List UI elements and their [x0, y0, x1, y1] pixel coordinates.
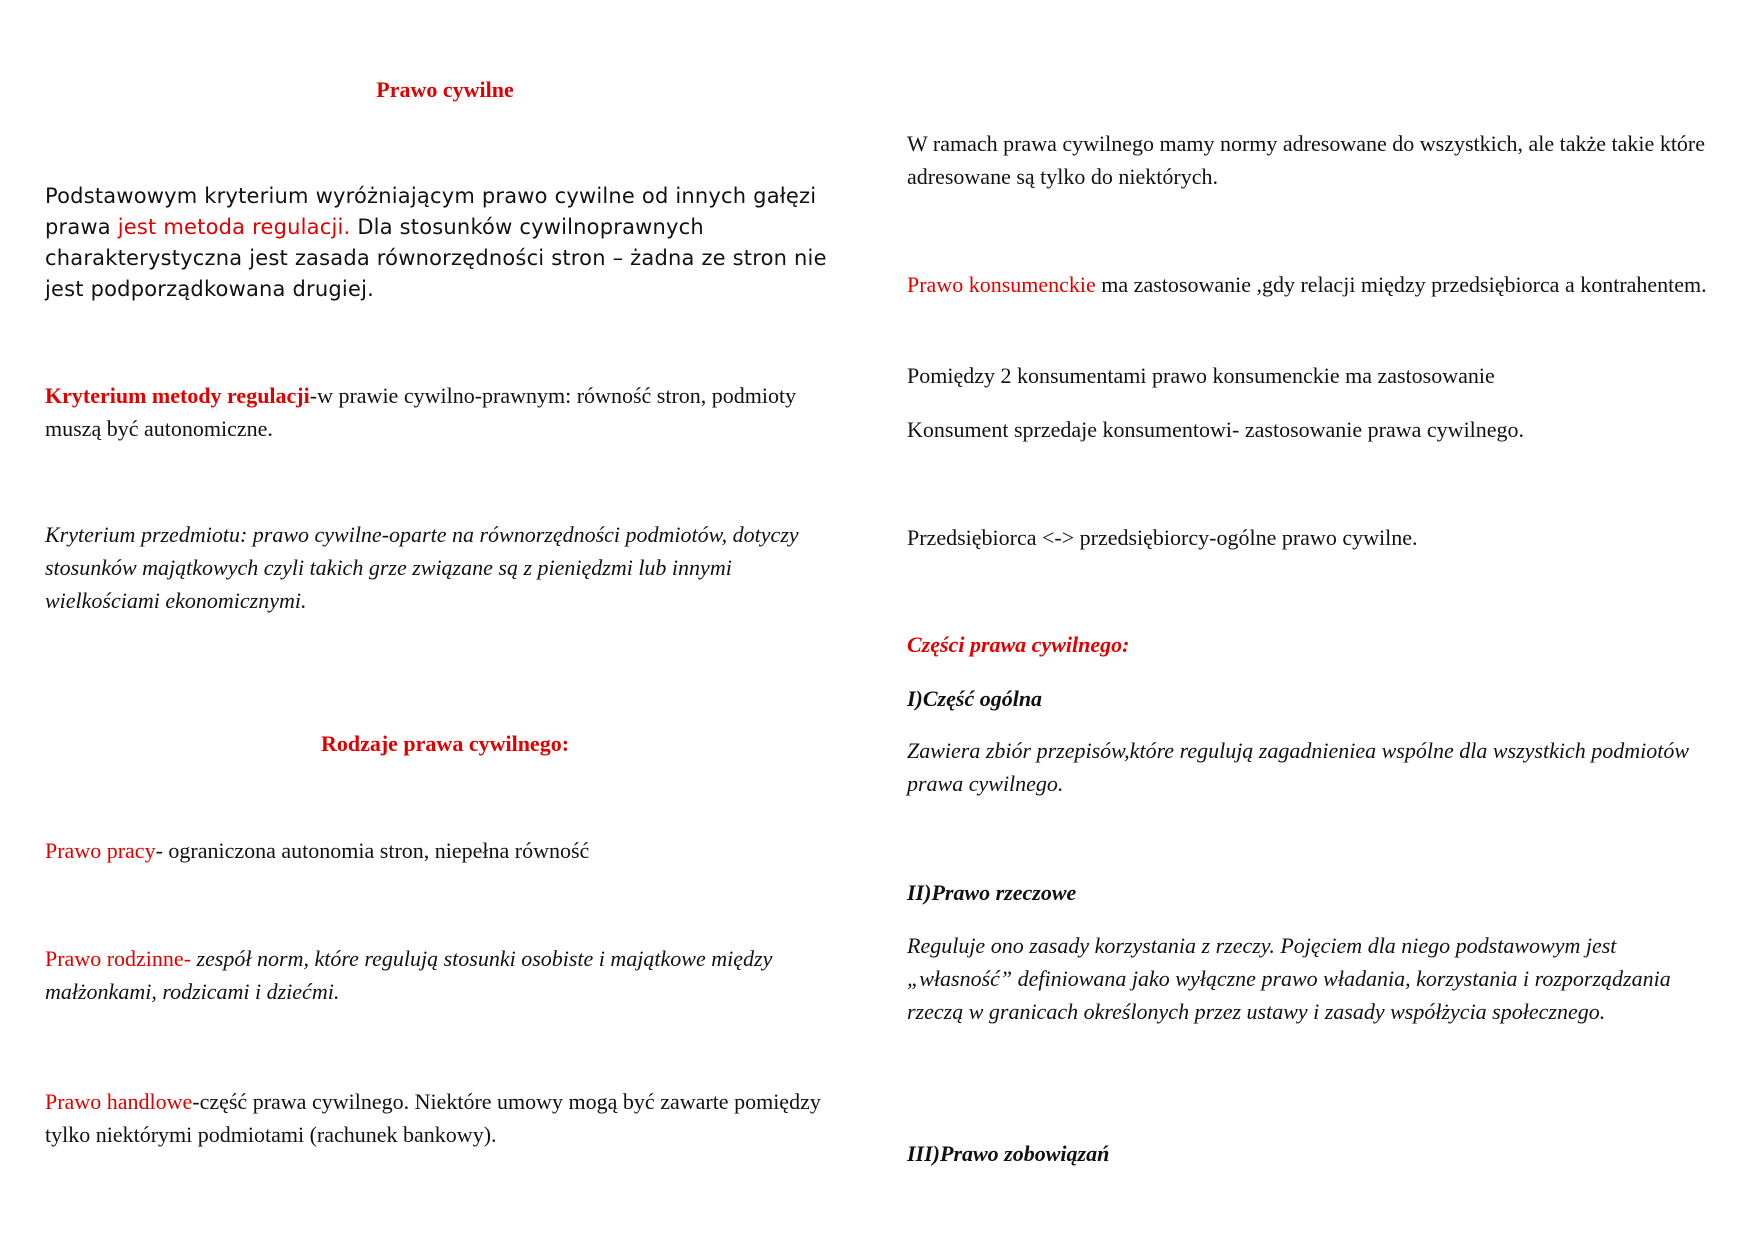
przedsiebiorca-paragraph: Przedsiębiorca <-> przedsiębiorcy-ogólne prawo cywilne. [907, 525, 1418, 550]
czesci-heading: Części prawa cywilnego: [907, 632, 1130, 657]
kryterium-przedmiotu-paragraph: Kryterium przedmiotu: prawo cywilne-oparte na równorzędności podmiotów, dotyczy stosunków majątkowych czyli takich grze związane są z pieniędzmi lub innymi wielkościami ekonomicznymi. [45, 522, 799, 613]
konsumenckie-paragraph [907, 268, 1717, 301]
rodzaje-heading: Rodzaje prawa cywilnego: [320, 731, 570, 756]
konsument-sprzedaje-paragraph: Konsument sprzedaje konsumentowi- zastosowanie prawa cywilnego. [907, 417, 1525, 442]
intro-paragraph [45, 181, 845, 305]
konsumenckie-text: ma zastosowanie ,gdy relacji między przedsiębiorca a kontrahentem. [1095, 272, 1707, 297]
zobowiazan-heading: III)Prawo zobowiązań [907, 1141, 1110, 1166]
normy-paragraph: W ramach prawa cywilnego mamy normy adresowane do wszystkich, ale także takie które adresowane są tylko do niektórych. [907, 131, 1706, 189]
prawo-pracy-paragraph [45, 834, 845, 867]
prawo-rodzinne-paragraph [45, 942, 845, 1008]
kryterium-metody-paragraph [45, 379, 845, 445]
prawo-pracy-term: Prawo pracy [45, 838, 156, 863]
intro-highlight: jest metoda regulacji. [117, 215, 351, 239]
prawo-rodzinne-dash: - [183, 946, 197, 971]
prawo-handlowe-paragraph [45, 1085, 845, 1151]
czesc-ogolna-text: Zawiera zbiór przepisów,które regulują zagadnieniea wspólne dla wszystkich podmiotów prawa cywilnego. [907, 738, 1690, 796]
kryterium-metody-term: Kryterium metody regulacji [45, 383, 310, 408]
prawo-rodzinne-term: Prawo rodzinne [45, 946, 184, 971]
konsumenci-paragraph: Pomiędzy 2 konsumentami prawo konsumenckie ma zastosowanie [907, 363, 1495, 388]
kryterium-metody-text: -w prawie cywilno-prawnym: równość stron, podmioty muszą być autonomiczne. [45, 383, 797, 441]
prawo-handlowe-text: -część prawa cywilnego. Niektóre umowy mogą być zawarte pomiędzy tylko niektórymi podmiotami (rachunek bankowy). [45, 1089, 821, 1147]
konsumenckie-term: Prawo konsumenckie [907, 272, 1096, 297]
intro-text-1: Podstawowym kryterium wyróżniającym prawo cywilne od innych gałęzi prawa [45, 184, 817, 239]
page-title: Prawo cywilne [376, 77, 514, 102]
rzeczowe-text: Reguluje ono zasady korzystania z rzeczy. Pojęciem dla niego podstawowym jest „własność” definiowana jako wyłączne prawo władania, korzystania i rozporządzania rzeczą w granicach określonych przez ustawy i zasady współżycia społecznego. [907, 933, 1671, 1024]
intro-text-2: Dla stosunków cywilnoprawnych charakterystyczna jest zasada równorzędności stron – żadna ze stron nie jest podporządkowana drugiej. [45, 215, 827, 301]
prawo-handlowe-term: Prawo handlowe [45, 1089, 193, 1114]
prawo-pracy-text: - ograniczona autonomia stron, niepełna równość [155, 838, 590, 863]
rzeczowe-heading: II)Prawo rzeczowe [907, 880, 1077, 905]
czesc-ogolna-heading: I)Część ogólna [907, 686, 1043, 711]
prawo-rodzinne-text: zespół norm, które regulują stosunki osobiste i majątkowe między małżonkami, rodzicami i dziećmi. [45, 946, 773, 1004]
